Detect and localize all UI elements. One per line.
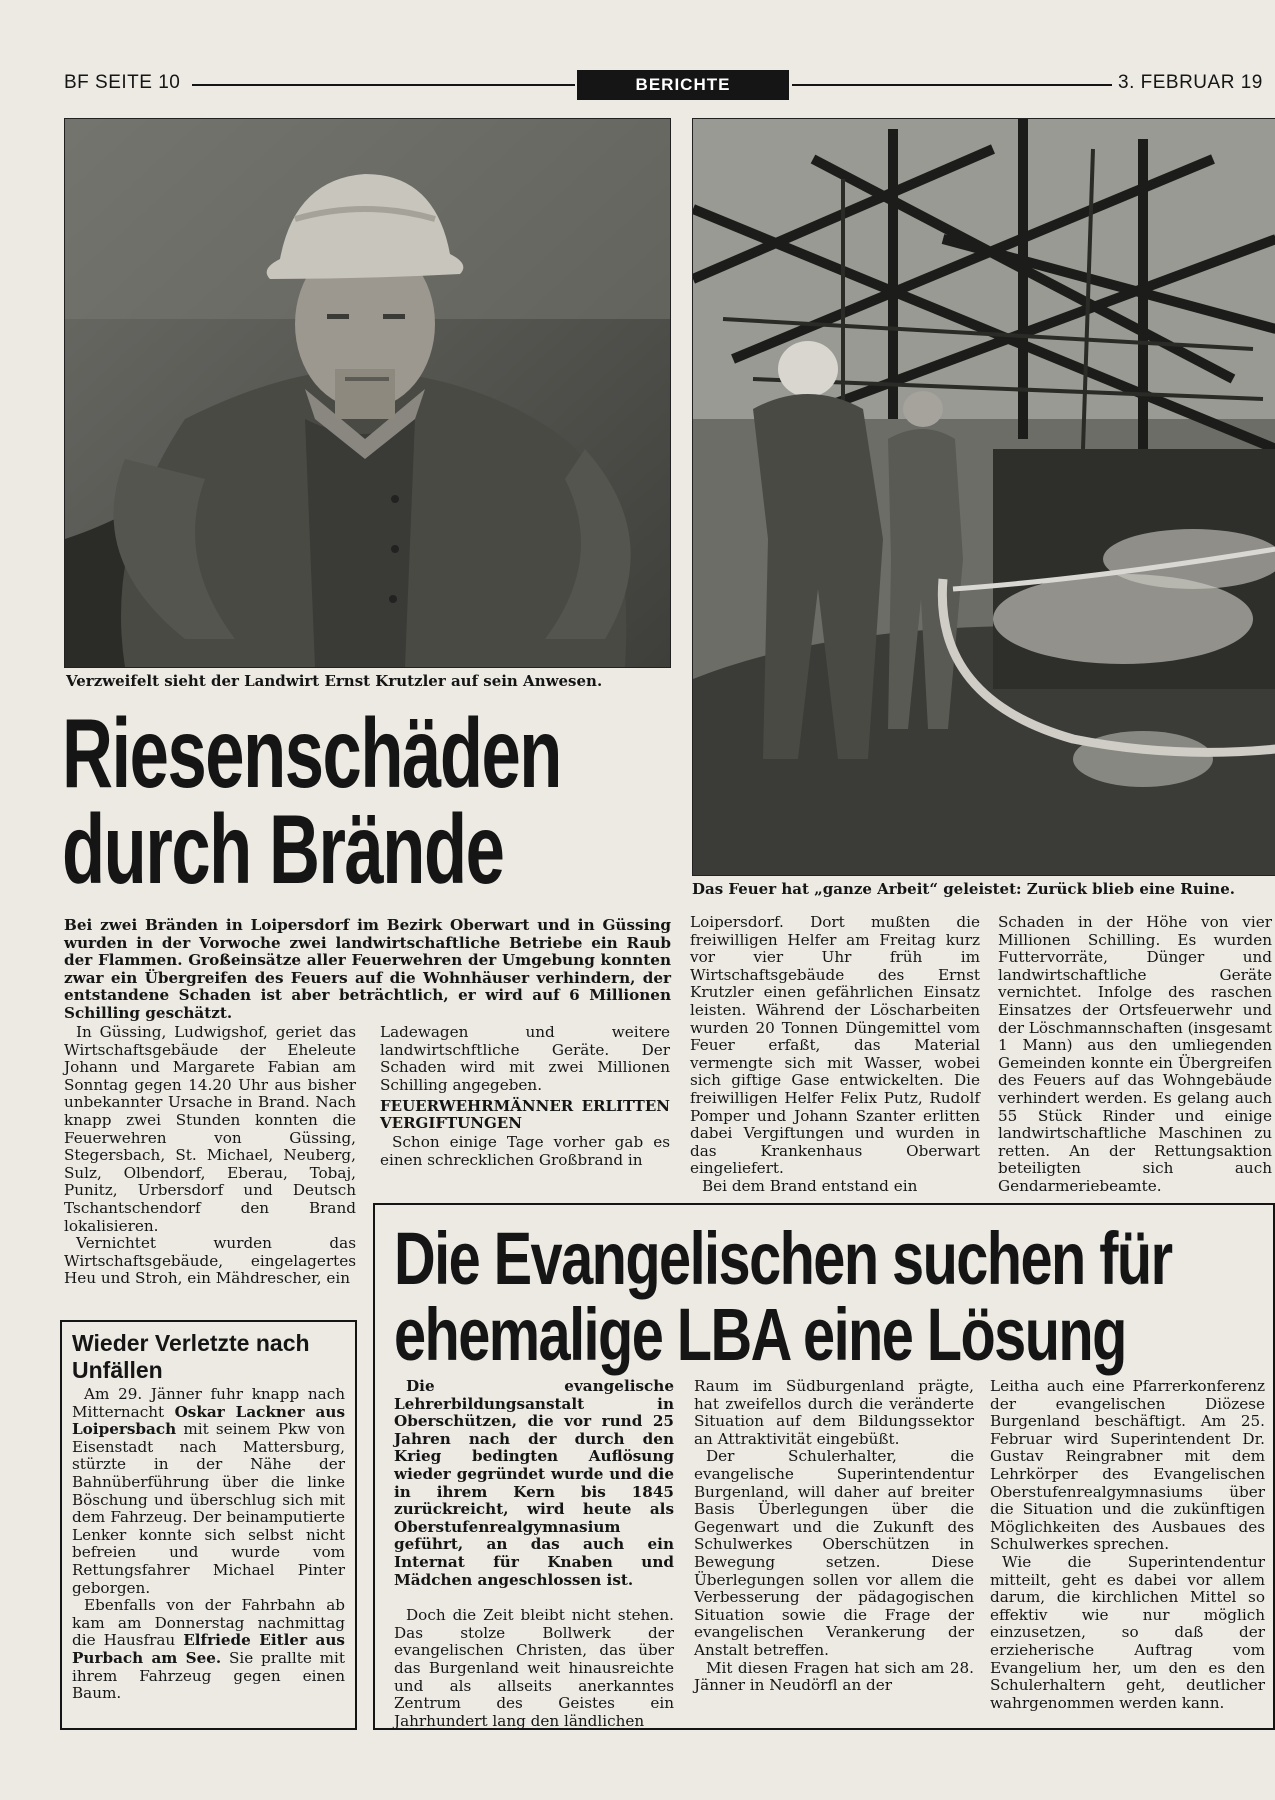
article2-column-2 <box>694 1378 974 1695</box>
article1-col4-p1: Schaden in der Höhe von vier Millionen Schilling. Es wurden Futtervorräte, Dünger und landwirtschaftliche Geräte vernichtet. Infolge des raschen Einsatzes der Ortsfeuerwehr und der Löschmannschaften (insgesamt 1 Mann) aus den umliegenden Gemeinden konnte ein Übergreifen des Feuers auf das Wohngebäude verhindert werden. Es gelang auch 55 Stück Rinder und einige landwirtschaftliche Maschinen zu retten. An der Rettungsaktion beteiligten sich auch Gendarmeriebeamte. <box>998 913 1273 1195</box>
header-rule-left <box>192 84 575 86</box>
article1-lead <box>64 917 671 1023</box>
page-date: 3. FEBRUAR 19 <box>1118 72 1263 93</box>
farmer-photo <box>64 118 671 668</box>
article1-subheading: FEUERWEHRMÄNNER ERLITTEN VERGIFTUNGEN <box>380 1097 670 1133</box>
article1-column-2 <box>380 1024 670 1170</box>
article2-col2-p2: Der Schulerhalter, die evangelische Superintendentur Burgenland, will daher auf breiter Basis Überlegungen über die Gegenwart und die Zukunft des Schulwerkes Oberschützen in Bewegung setzen. Diese Überlegungen sollen vor allem die Verbesserung der pädagogischen Situation sowie die Frage der evangelischen Verankerung der Anstalt betreffen. <box>694 1447 974 1659</box>
fire-ruin-illustration <box>693 119 1275 875</box>
accident-p2-name: Elfriede Eitler aus Purbach am See. <box>72 1631 345 1667</box>
article1-column-3 <box>690 914 980 1196</box>
article1-lead-text: Bei zwei Bränden in Loipersdorf im Bezirk Oberwart und in Güssing wurden in der Vorwoche zwei landwirtschaftliche Betriebe ein Raub der Flammen. Großeinsätze aller Feuerwehren der Umgebung konnten zwar ein Übergreifen des Feuers auf die Wohnhäuser verhindern, der entstandene Schaden ist aber beträchtlich, er wird auf 6 Millionen Schilling geschätzt. <box>64 916 671 1022</box>
article1-headline-line2: durch Brände <box>62 794 504 904</box>
accident-p1-a: Am 29. Jänner fuhr knapp nach Mitternacht <box>72 1385 345 1421</box>
article1-col3-p2: Bei dem Brand entstand ein <box>702 1176 918 1195</box>
left-photo-caption: Verzweifelt sieht der Landwirt Ernst Krutzler auf sein Anwesen. <box>66 672 603 690</box>
article1-col3-p1: Loipersdorf. Dort mußten die freiwilligen Helfer am Freitag kurz vor vier Uhr früh im Wirtschaftsgebäude des Ernst Krutzler einen gefährlichen Einsatz leisten. Während der Löscharbeiten wurden 20 Tonnen Düngemittel vom Feuer erfaßt, das Material vermengte sich mit Wasser, wobei sich giftige Gase entwickelten. Die freiwilligen Helfer Felix Putz, Rudolf Pomper und Johann Szanter erlitten dabei Vergiftungen und wurden in das Krankenhaus Oberwart eingeliefert. <box>690 913 980 1178</box>
section-label: BERICHTE <box>583 76 783 94</box>
article2-col2-p1: Raum im Südburgenland prägte, hat zweifellos durch die veränderte Situation auf dem Bildungssektor an Attraktivität eingebüßt. <box>694 1377 974 1448</box>
article1-column-4 <box>998 914 1272 1196</box>
article1-col1-p1: In Güssing, Ludwigshof, geriet das Wirtschaftsgebäude der Eheleute Johann und Margarete Fabian am Sonntag gegen 14.20 Uhr aus bisher unbekannter Ursache in Brand. Nach knapp zwei Stunden konnten die Feuerwehren von Güssing, Stegersbach, St. Michael, Neuberg, Sulz, Olbendorf, Eberau, Tobaj, Punitz, Urbersdorf und Deutsch Tschantschendorf den Brand lokalisieren. <box>64 1023 356 1235</box>
article2-col3-p2: Wie die Superintendentur mitteilt, geht es dabei vor allem darum, die kirchlichen Mittel so effektiv wie nur möglich einzusetzen, so daß der erzieherische Auftrag vom Evangelium her, um den es den Schulerhaltern geht, deutlicher wahrgenommen werden kann. <box>990 1552 1265 1712</box>
article2-col3-p1: Leitha auch eine Pfarrerkonferenz der evangelischen Diözese Burgenland beschäftigt. Am 25. Februar wird Superintendent Dr. Gustav Reingrabner mit dem Lehrkörper des Evangelischen Oberstufenrealgymnasiums über die Situation und die zukünftigen Möglichkeiten des Ausbaues des Schulwerkes sprechen. <box>990 1377 1265 1554</box>
article2-col2-p3: Mit diesen Fragen hat sich am 28. Jänner in Neudörfl an der <box>694 1658 974 1695</box>
page-label: BF SEITE 10 <box>64 72 181 93</box>
section-banner <box>577 70 789 100</box>
article2-column-3 <box>990 1378 1265 1712</box>
article2-headline-line1: Die Evangelischen suchen für <box>394 1217 1172 1300</box>
article2-lead: Die evangelische Lehrerbildungsanstalt in Oberschützen, die vor rund 25 Jahren nach der durch den Krieg bedingten Auflösung wieder gegründet wurde und die in ihrem Kern bis 1845 zurückreicht, wird heute als Oberstufenrealgymnasium geführt, an das auch ein Internat für Knaben und Mädchen angeschlossen ist. <box>394 1377 674 1589</box>
accident-p2-a: Ebenfalls von der Fahrbahn ab kam am Donnerstag nachmittag die Hausfrau <box>72 1596 345 1650</box>
right-photo-caption: Das Feuer hat „ganze Arbeit“ geleistet: Zurück blieb eine Ruine. <box>692 880 1235 898</box>
article1-col2-p2: Schon einige Tage vorher gab es einen schrecklichen Großbrand in <box>380 1133 670 1169</box>
accident-p1-name: Oskar Lackner aus Loipersbach <box>72 1402 345 1439</box>
accident-p2-b: Sie prallte mit ihrem Fahrzeug gegen einen Baum. <box>72 1648 346 1703</box>
article2-headline-line2: ehemalige LBA eine Lösung <box>394 1293 1126 1376</box>
article2-column-1 <box>394 1378 674 1730</box>
accident-box-body <box>72 1386 345 1703</box>
article1-headline-line1: Riesenschäden <box>62 698 561 808</box>
accident-news-box <box>60 1320 357 1730</box>
article1-col2-p1: Ladewagen und weitere landwirtschftliche Geräte. Der Schaden wird mit zwei Millionen Schilling angegeben. <box>380 1023 670 1094</box>
farmer-illustration <box>65 119 670 667</box>
article2-col1-p1: Doch die Zeit bleibt nicht stehen. Das stolze Bollwerk der evangelischen Christen, das über das Burgenland weit hinausreichte und als allseits anerkanntes Zentrum des Geistes ein Jahrhundert lang den ländlichen <box>394 1606 674 1730</box>
fire-ruin-photo <box>692 118 1275 876</box>
accident-box-title: Wieder Verletzte nach Unfällen <box>72 1330 310 1383</box>
article1-col1-p2: Vernichtet wurden das Wirtschaftsgebäude, eingelagertes Heu und Stroh, ein Mähdrescher, ein <box>64 1234 356 1288</box>
article1-column-1 <box>64 1024 356 1288</box>
header-rule-right <box>792 84 1112 86</box>
accident-p1-b: mit seinem Pkw von Eisenstadt nach Mattersburg, stürzte in der Nähe der Bahnüberführung über die linke Böschung und überschlug sich mit dem Fahrzeug. Der beinamputierte Lenker konnte sich selbst nicht befreien und wurde vom Rettungsfahrer Michael Pinter geborgen. <box>72 1420 345 1597</box>
